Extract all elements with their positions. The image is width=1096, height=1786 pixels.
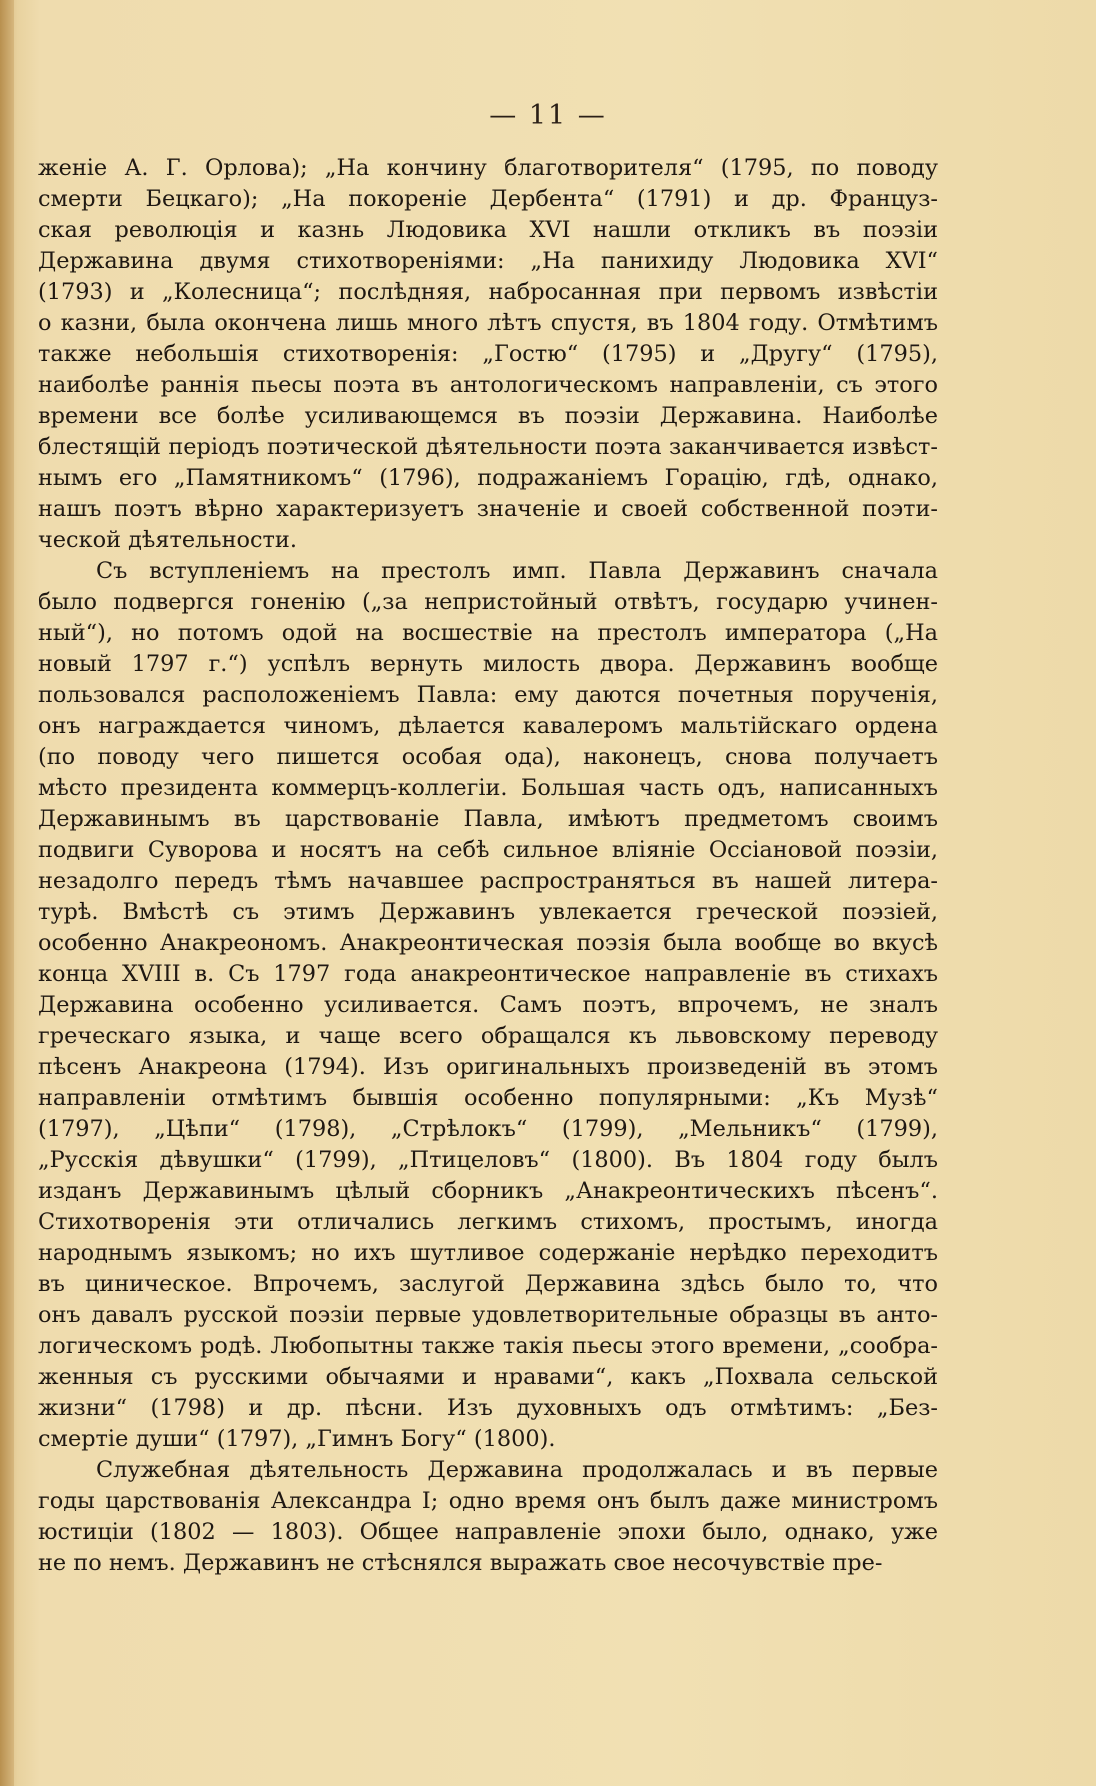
- text-line: особенно Анакреономъ. Анакреонтическая поэзія была вообще во вкусѣ: [38, 930, 938, 956]
- page-number: — 11 —: [489, 100, 607, 131]
- text-line: незадолго передъ тѣмъ начавшее распространяться въ нашей литера-: [38, 868, 938, 894]
- text-line: Стихотворенія эти отличались легкимъ стихомъ, простымъ, иногда: [38, 1209, 938, 1235]
- text-line: жизни“ (1798) и др. пѣсни. Изъ духовныхъ одъ отмѣтимъ: „Без-: [38, 1395, 938, 1421]
- text-line: наиболѣе раннія пьесы поэта въ антологическомъ направленіи, съ этого: [38, 372, 938, 398]
- text-line: нашъ поэтъ вѣрно характеризуетъ значеніе и своей собственной поэти-: [38, 496, 938, 522]
- text-line: турѣ. Вмѣстѣ съ этимъ Державинъ увлекается греческой поэзіей,: [38, 899, 938, 925]
- text-line: не по немъ. Державинъ не стѣснялся выражать свое несочувствіе пре-: [38, 1550, 883, 1576]
- text-line: новый 1797 г.“) успѣлъ вернуть милость двора. Державинъ вообще: [38, 651, 938, 677]
- text-line: подвиги Суворова и носятъ на себѣ сильное вліяніе Оссіановой поэзіи,: [38, 837, 938, 863]
- text-line: женныя съ русскими обычаями и нравами“, какъ „Похвала сельской: [38, 1364, 938, 1390]
- text-line: пѣсенъ Анакреона (1794). Изъ оригинальныхъ произведеній въ этомъ: [38, 1054, 938, 1080]
- text-line: также небольшія стихотворенія: „Гостю“ (1795) и „Другу“ (1795),: [38, 341, 938, 367]
- text-line: изданъ Державинымъ цѣлый сборникъ „Анакреонтическихъ пѣсенъ“.: [38, 1178, 938, 1204]
- text-line: въ циническое. Впрочемъ, заслугой Державина здѣсь было то, что: [38, 1271, 938, 1297]
- text-line: онъ давалъ русской поэзіи первые удовлетворительные образцы въ анто-: [38, 1302, 938, 1328]
- text-line: Державина особенно усиливается. Самъ поэтъ, впрочемъ, не зналъ: [38, 992, 938, 1018]
- text-line: (1793) и „Колесница“; послѣдняя, набросанная при первомъ извѣстіи: [38, 279, 938, 305]
- text-line: о казни, была окончена лишь много лѣтъ спустя, въ 1804 году. Отмѣтимъ: [38, 310, 938, 336]
- text-line: Служебная дѣятельность Державина продолжалась и въ первые: [96, 1457, 938, 1483]
- text-line: ческой дѣятельности.: [38, 527, 297, 553]
- text-line: было подвергся гоненію („за непристойный отвѣтъ, государю учинен-: [38, 589, 938, 615]
- text-line: (1797), „Цѣпи“ (1798), „Стрѣлокъ“ (1799), „Мельникъ“ (1799),: [38, 1116, 938, 1142]
- paragraph: [38, 153, 938, 556]
- text-line: нымъ его „Памятникомъ“ (1796), подражаніемъ Горацію, гдѣ, однако,: [38, 465, 938, 491]
- text-line: юстиціи (1802 — 1803). Общее направленіе эпохи было, однако, уже: [38, 1519, 938, 1545]
- text-line: годы царствованія Александра I; одно время онъ былъ даже министромъ: [38, 1488, 938, 1514]
- text-line: ный“), но потомъ одой на восшествіе на престолъ императора („На: [38, 620, 938, 646]
- body-text: [38, 153, 938, 1579]
- text-line: „Русскія дѣвушки“ (1799), „Птицеловъ“ (1800). Въ 1804 году былъ: [38, 1147, 938, 1173]
- text-line: блестящій періодъ поэтической дѣятельности поэта заканчивается извѣст-: [38, 434, 938, 460]
- text-line: смерти Бецкаго); „На покореніе Дербента“ (1791) и др. Француз-: [38, 186, 938, 212]
- paragraph: [38, 1455, 938, 1579]
- text-line: конца XVIII в. Съ 1797 года анакреонтическое направленіе въ стихахъ: [38, 961, 938, 987]
- text-line: народнымъ языкомъ; но ихъ шутливое содержаніе нерѣдко переходитъ: [38, 1240, 938, 1266]
- text-line: Съ вступленіемъ на престолъ имп. Павла Державинъ сначала: [96, 558, 938, 584]
- text-line: логическомъ родѣ. Любопытны также такія пьесы этого времени, „сообра-: [38, 1333, 938, 1359]
- text-line: ская революція и казнь Людовика XVI нашли откликъ въ поэзіи: [38, 217, 938, 243]
- text-line: женіе А. Г. Орлова); „На кончину благотворителя“ (1795, по поводу: [38, 155, 938, 181]
- text-line: (по поводу чего пишется особая ода), наконецъ, снова получаетъ: [38, 744, 938, 770]
- text-line: Державина двумя стихотвореніями: „На панихиду Людовика XVI“: [38, 248, 938, 274]
- text-line: времени все болѣе усиливающемся въ поэзіи Державина. Наиболѣе: [38, 403, 938, 429]
- paragraph: [38, 556, 938, 1455]
- text-line: онъ награждается чиномъ, дѣлается кавалеромъ мальтійскаго ордена: [38, 713, 938, 739]
- text-line: направленіи отмѣтимъ бывшія особенно популярными: „Къ Музѣ“: [38, 1085, 938, 1111]
- page-binding-edge: [0, 0, 14, 1786]
- text-line: мѣсто президента коммерцъ-коллегіи. Большая часть одъ, написанныхъ: [38, 775, 938, 801]
- text-line: пользовался расположеніемъ Павла: ему даются почетныя порученія,: [38, 682, 938, 708]
- text-line: Державинымъ въ царствованіе Павла, имѣютъ предметомъ своимъ: [38, 806, 938, 832]
- text-line: греческаго языка, и чаще всего обращался къ львовскому переводу: [38, 1023, 938, 1049]
- text-line: смертіе души“ (1797), „Гимнъ Богу“ (1800).: [38, 1426, 556, 1452]
